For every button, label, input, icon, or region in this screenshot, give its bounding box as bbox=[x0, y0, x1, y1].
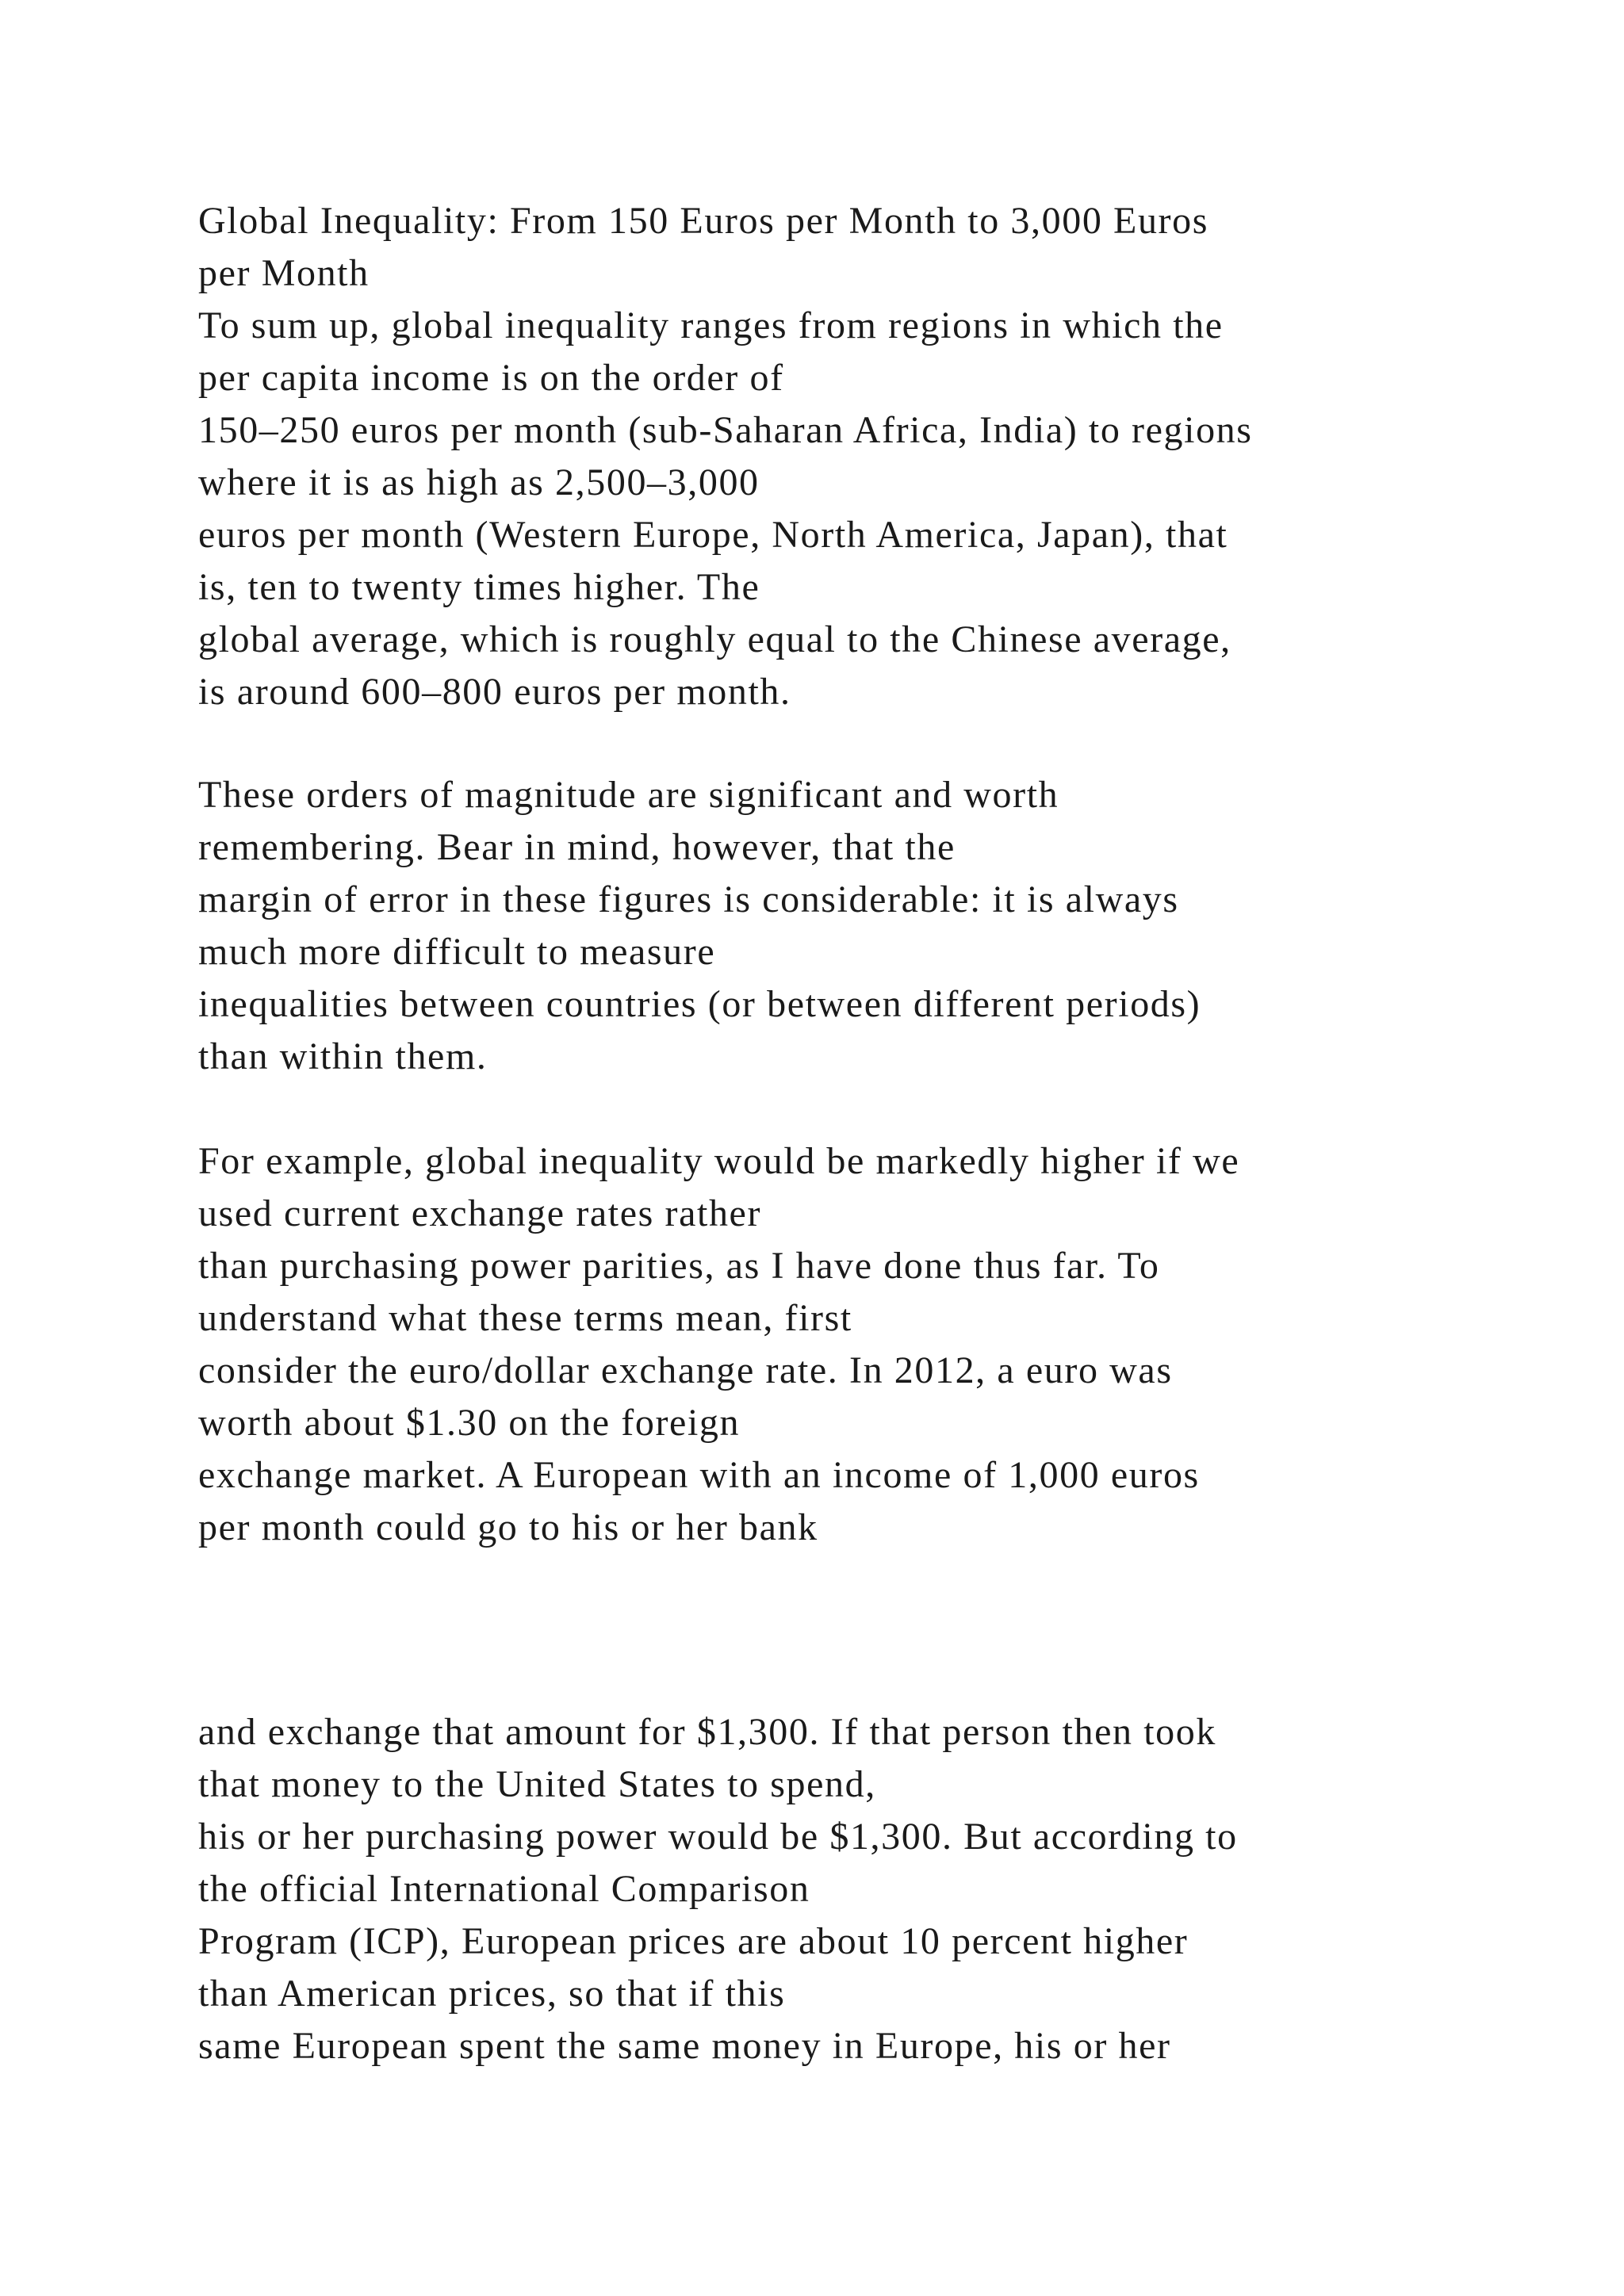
text-line: exchange market. A European with an income of 1,000 euros bbox=[198, 1454, 1200, 1496]
text-line: is, ten to twenty times higher. The bbox=[198, 566, 760, 608]
text-line: where it is as high as 2,500–3,000 bbox=[198, 461, 760, 503]
text-line: and exchange that amount for $1,300. If that person then took bbox=[198, 1711, 1216, 1753]
text-line: than purchasing power parities, as I have done thus far. To bbox=[198, 1245, 1160, 1287]
text-line: These orders of magnitude are significant and worth bbox=[198, 774, 1059, 816]
text-line: much more difficult to measure bbox=[198, 931, 716, 973]
text-line: To sum up, global inequality ranges from regions in which the bbox=[198, 304, 1224, 346]
text-line: inequalities between countries (or between different periods) bbox=[198, 983, 1201, 1025]
paragraph-4 bbox=[198, 1706, 1546, 2072]
text-line: that money to the United States to spend, bbox=[198, 1763, 876, 1805]
text-line: Program (ICP), European prices are about 10 percent higher bbox=[198, 1920, 1189, 1962]
text-line: than American prices, so that if this bbox=[198, 1973, 786, 2015]
text-line: per month could go to his or her bank bbox=[198, 1506, 818, 1548]
text-line: the official International Comparison bbox=[198, 1868, 810, 1910]
text-line: worth about $1.30 on the foreign bbox=[198, 1402, 741, 1444]
paragraph-2 bbox=[198, 769, 1546, 1083]
text-line: For example, global inequality would be markedly higher if we bbox=[198, 1140, 1240, 1182]
text-line: is around 600–800 euros per month. bbox=[198, 671, 791, 713]
text-line: global average, which is roughly equal to the Chinese average, bbox=[198, 618, 1231, 660]
text-line: margin of error in these figures is considerable: it is always bbox=[198, 878, 1179, 920]
paragraph-1 bbox=[198, 195, 1546, 718]
text-line: euros per month (Western Europe, North America, Japan), that bbox=[198, 514, 1228, 556]
text-line: per capita income is on the order of bbox=[198, 357, 784, 399]
text-line: used current exchange rates rather bbox=[198, 1192, 762, 1234]
text-line: understand what these terms mean, first bbox=[198, 1297, 852, 1339]
text-line: per Month bbox=[198, 252, 370, 294]
text-line: 150–250 euros per month (sub-Saharan Africa, India) to regions bbox=[198, 409, 1253, 451]
text-line: Global Inequality: From 150 Euros per Month to 3,000 Euros bbox=[198, 200, 1209, 242]
text-line: same European spent the same money in Europe, his or her bbox=[198, 2025, 1171, 2067]
text-line: remembering. Bear in mind, however, that the bbox=[198, 826, 956, 868]
paragraph-3 bbox=[198, 1135, 1546, 1554]
text-line: consider the euro/dollar exchange rate. In 2012, a euro was bbox=[198, 1349, 1173, 1391]
text-line: his or her purchasing power would be $1,300. But according to bbox=[198, 1816, 1238, 1858]
text-line: than within them. bbox=[198, 1035, 488, 1077]
